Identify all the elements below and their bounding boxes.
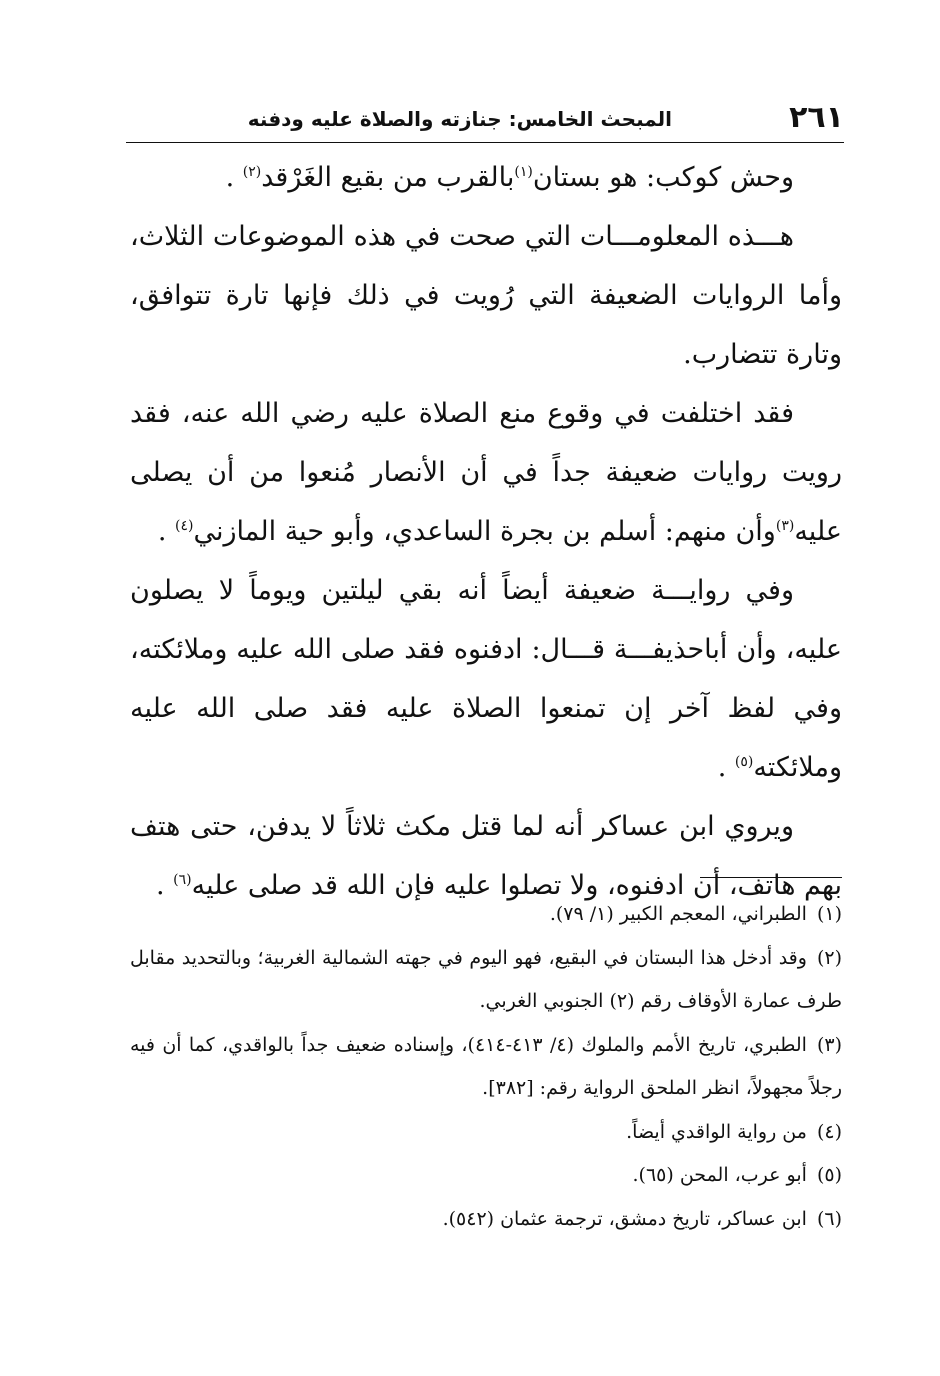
footnote-number: (٢) — [816, 946, 842, 969]
footnote-ref-3: (٣) — [775, 518, 795, 534]
footnote-ref-1: (١) — [514, 164, 533, 180]
footnote-ref-4: (٤) — [175, 518, 194, 534]
footnote-4 — [130, 1111, 842, 1155]
footnote-text: الطبراني، المعجم الكبير (١/ ٧٩). — [549, 903, 807, 925]
main-text — [130, 148, 842, 915]
running-title: المبحث الخامس: جنازته والصلاة عليه ودفنه — [247, 107, 672, 131]
footnote-ref-2: (٢) — [242, 164, 262, 180]
footnote-number: (٤) — [816, 1120, 842, 1143]
footnote-ref-5: (٥) — [734, 754, 754, 770]
footnote-text: الطبري، تاريخ الأمم والملوك (٤/ ٤١٣-٤١٤)، وإسناده ضعيف جداً بالواقدي، كما أن فيه رجلاً مجهولاً، انظر الملحق الرواية رقم: [٣٨٢]. — [130, 1033, 842, 1099]
footnote-number: (١) — [816, 903, 842, 925]
footnote-2 — [130, 937, 842, 1024]
paragraph-5: ويروي ابن عساكر أنه لما قتل مكث ثلاثاً لا يدفن، حتى هتف بهم هاتف، أن ادفنوه، ولا تصلوا عليه فإن الله قد صلى عليه$^{(٦)}$ . — [130, 811, 842, 901]
footnote-text: من رواية الواقدي أيضاً. — [626, 1120, 807, 1143]
footnote-6 — [130, 1198, 842, 1242]
footnote-ref-6: (٦) — [173, 872, 192, 888]
footnote-number: (٦) — [816, 1207, 842, 1230]
page-number: ٢٦١ — [789, 100, 844, 135]
paragraph-1: وحش كوكب: هو بستان$^{(١)}$بالقرب من بقيع الغَرْقد$^{(٢)}$ . — [225, 162, 794, 193]
running-header — [126, 98, 844, 138]
footnote-number: (٣) — [816, 1033, 842, 1056]
footnote-text: ابن عساكر، تاريخ دمشق، ترجمة عثمان (٥٤٢). — [442, 1207, 807, 1230]
footnote-3 — [130, 1024, 842, 1111]
paragraph-2: هـــذه المعلومـــات التي صحت في هذه الموضوعات الثلاث، وأما الروايات الضعيفة التي رُويت في ذلك فإنها تارة تتوافق، وتارة تتضارب. — [130, 221, 842, 370]
footnote-text: وقد أدخل هذا البستان في البقيع، فهو اليوم في جهته الشمالية الغربية؛ وبالتحديد مقابل طرف عمارة الأوقاف رقم (٢) الجنوبي الغربي. — [130, 946, 842, 1012]
footnote-5 — [130, 1154, 842, 1198]
paragraph-3: فقد اختلفت في وقوع منع الصلاة عليه رضي الله عنه، فقد رويت روايات ضعيفة جداً في أن الأنصار مُنعوا من أن يصلى عليه$^{(٣)}$وأن منهم: أسلم بن بجرة الساعدي، وأبو حية المازني$^{(٤)}$ . — [130, 398, 842, 547]
footnote-rule — [700, 877, 842, 878]
footnotes — [130, 893, 842, 1241]
footnote-text: أبو عرب، المحن (٦٥). — [632, 1164, 807, 1186]
paragraph-4: وفي روايـــة ضعيفة أيضاً أنه بقي ليلتين ويوماً لا يصلون عليه، وأن أباحذيفـــة قـــال: ادفنوه فقد صلى الله عليه وملائكته، وفي لفظ آخر إن تمنعوا الصلاة عليه فقد صلى الله عليه وملائكته$^{(٥)}$ . — [130, 575, 842, 783]
footnote-number: (٥) — [816, 1164, 842, 1186]
header-rule — [126, 142, 844, 143]
footnote-1 — [130, 893, 842, 937]
